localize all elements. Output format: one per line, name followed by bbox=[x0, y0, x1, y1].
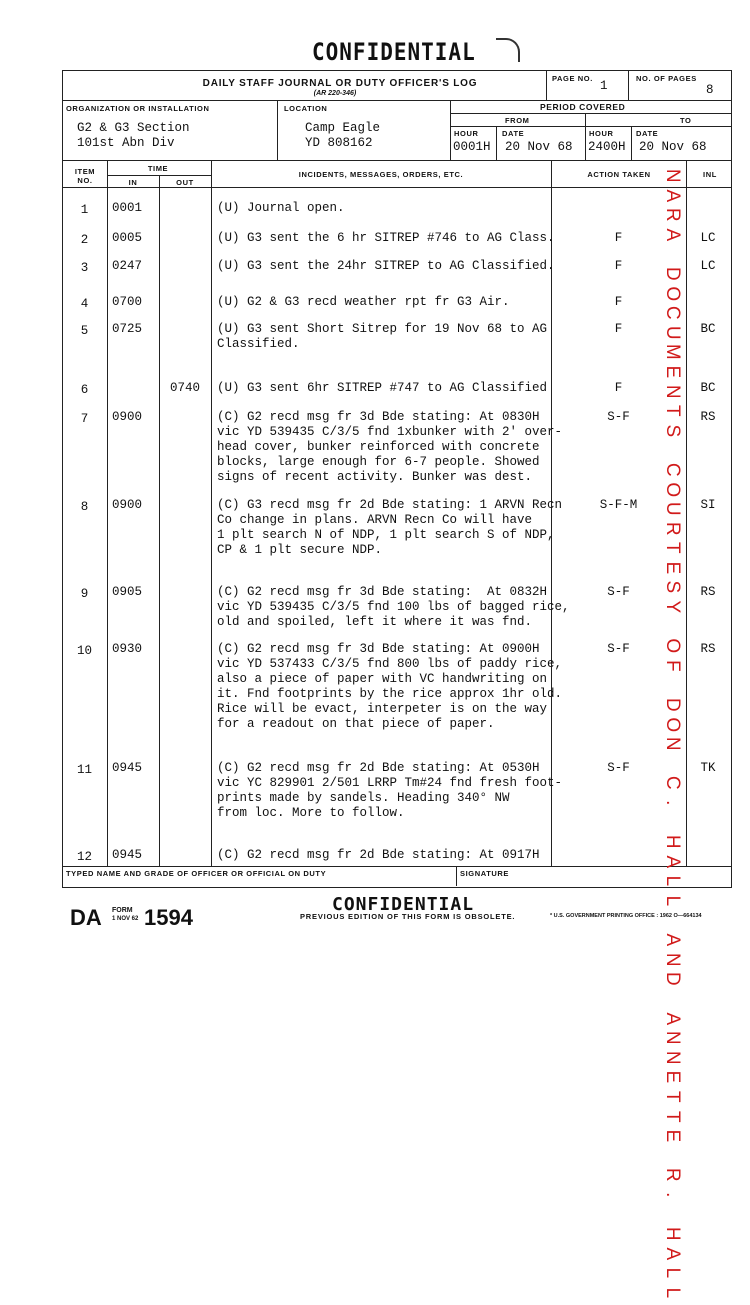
entry-time-in: 0001 bbox=[112, 201, 143, 215]
entry-initials: SI bbox=[700, 498, 716, 512]
watermark-letter: . bbox=[661, 1192, 683, 1198]
previous-edition-note: PREVIOUS EDITION OF THIS FORM IS OBSOLETE. bbox=[300, 912, 516, 921]
entry-initials: BC bbox=[700, 381, 716, 395]
regulation: (AR 220-346) bbox=[313, 90, 357, 97]
from-hour-label: HOUR bbox=[454, 129, 479, 138]
entry-initials: TK bbox=[700, 761, 716, 775]
printing-office: * U.S. GOVERNMENT PRINTING OFFICE : 1962 O—664134 bbox=[550, 913, 702, 919]
col-item: ITEM NO. bbox=[74, 167, 96, 185]
org-line1: G2 & G3 Section bbox=[77, 121, 190, 135]
to-hour: 2400H bbox=[588, 140, 626, 154]
watermark-letter: C bbox=[661, 776, 683, 791]
col-inl: INL bbox=[703, 170, 717, 179]
watermark-letter: D bbox=[661, 697, 683, 712]
entry-item-no: 2 bbox=[80, 233, 89, 247]
watermark-letter: A bbox=[661, 189, 683, 202]
form-number: 1594 bbox=[144, 905, 193, 930]
form-title: DAILY STAFF JOURNAL OR DUTY OFFICER'S LOG bbox=[202, 78, 478, 89]
entry-initials: RS bbox=[700, 410, 716, 424]
entry-action-taken: F bbox=[614, 259, 623, 273]
form-word: FORM bbox=[112, 907, 133, 914]
from-date: 20 Nov 68 bbox=[505, 140, 573, 154]
watermark-letter: A bbox=[661, 228, 683, 241]
watermark-letter: N bbox=[661, 384, 683, 399]
watermark-letter: T bbox=[661, 405, 683, 417]
watermark-letter: H bbox=[661, 835, 683, 849]
location-label: LOCATION bbox=[284, 104, 328, 113]
watermark-letter: N bbox=[661, 737, 683, 751]
from-hour: 0001H bbox=[453, 140, 491, 154]
watermark-letter: C bbox=[661, 306, 683, 320]
entry-text: (C) G2 recd msg fr 3d Bde stating: At 0832H vic YD 539435 C/3/5 fnd 100 lbs of bagged rice, old and spoiled, left it where it was fnd. bbox=[217, 585, 570, 629]
watermark-letter: Y bbox=[661, 600, 683, 614]
entry-initials: RS bbox=[700, 642, 716, 656]
page-no: 1 bbox=[600, 79, 608, 93]
to-date-label: DATE bbox=[636, 129, 659, 138]
watermark-letter: N bbox=[661, 168, 683, 183]
entry-time-in: 0900 bbox=[112, 410, 143, 424]
watermark-letter: L bbox=[661, 875, 683, 887]
col-in: IN bbox=[128, 178, 138, 187]
entry-time-in: 0247 bbox=[112, 259, 143, 273]
entry-item-no: 8 bbox=[80, 500, 89, 514]
watermark-letter: U bbox=[661, 502, 683, 516]
entry-item-no: 4 bbox=[80, 297, 89, 311]
watermark-letter: S bbox=[661, 424, 683, 437]
form-date: 1 NOV 62 bbox=[112, 916, 139, 922]
watermark-letter: A bbox=[661, 933, 683, 947]
entry-text: (U) G3 sent the 24hr SITREP to AG Classified. bbox=[217, 259, 555, 273]
watermark-letter: R bbox=[661, 521, 683, 536]
from-label: FROM bbox=[505, 116, 530, 125]
classification-stamp-top: CONFIDENTIAL bbox=[312, 38, 476, 66]
typed-name-label: TYPED NAME AND GRADE OF OFFICER OR OFFICIAL ON DUTY bbox=[66, 869, 327, 878]
entry-text: (U) G3 sent the 6 hr SITREP #746 to AG Class. bbox=[217, 231, 555, 245]
entry-item-no: 1 bbox=[80, 203, 89, 217]
entry-time-in: 0900 bbox=[112, 498, 143, 512]
entry-text: (U) G3 sent 6hr SITREP #747 to AG Classified bbox=[217, 381, 548, 395]
entry-action-taken: S-F bbox=[607, 585, 630, 599]
entry-text: (C) G2 recd msg fr 2d Bde stating: At 0530H vic YC 829901 2/501 LRRP Tm#24 fnd fresh foot- prints made by sandels. Heading 340° NW from loc. More to follow. bbox=[217, 761, 563, 820]
entry-time-in: 0945 bbox=[112, 761, 143, 775]
entry-text: (U) G3 sent Short Sitrep for 19 Nov 68 to AG Classified. bbox=[217, 322, 548, 351]
entry-item-no: 7 bbox=[80, 412, 89, 426]
form-prefix: DA bbox=[70, 905, 102, 930]
to-label: TO bbox=[680, 116, 692, 125]
entry-text: (C) G2 recd msg fr 3d Bde stating: At 0900H vic YD 537433 C/3/5 fnd 800 lbs of paddy rice, also a piece of paper with VC handwriting on it. Fnd footprints by the rice approx 1hr old. Rice will be evact, interpeter is on the way for a readout on that piece of paper. bbox=[217, 642, 563, 731]
col-out: OUT bbox=[176, 178, 194, 187]
entry-item-no: 3 bbox=[80, 261, 89, 275]
location-line1: Camp Eagle bbox=[305, 121, 381, 135]
watermark-letter: T bbox=[661, 542, 683, 554]
from-date-label: DATE bbox=[502, 129, 525, 138]
watermark-letter: A bbox=[661, 1011, 683, 1025]
watermark-letter: E bbox=[661, 561, 683, 575]
entry-item-no: 10 bbox=[76, 644, 92, 658]
col-action: ACTION TAKEN bbox=[587, 170, 651, 179]
entry-action-taken: F bbox=[614, 231, 623, 245]
entry-text: (U) G2 & G3 recd weather rpt fr G3 Air. bbox=[217, 295, 510, 309]
watermark-letter: C bbox=[661, 462, 683, 477]
watermark-letter: S bbox=[661, 580, 683, 594]
watermark-letter: L bbox=[661, 1287, 683, 1298]
entry-initials: LC bbox=[700, 259, 716, 273]
entry-action-taken: S-F bbox=[607, 761, 630, 775]
entry-action-taken: F bbox=[614, 322, 623, 336]
org-line2: 101st Abn Div bbox=[77, 136, 175, 150]
entry-initials: BC bbox=[700, 322, 716, 336]
no-of-pages: 8 bbox=[706, 83, 714, 97]
period-label: PERIOD COVERED bbox=[540, 102, 626, 112]
watermark-letter: A bbox=[661, 1247, 683, 1260]
watermark-letter: A bbox=[661, 855, 683, 868]
entry-text: (C) G3 recd msg fr 2d Bde stating: 1 ARVN Recn Co change in plans. ARVN Recn Co will have 1 plt search N of NDP, 1 plt search S of NDP, CP & 1 plt secure NDP. bbox=[217, 498, 563, 557]
watermark-letter: F bbox=[661, 659, 683, 672]
entry-item-no: 6 bbox=[80, 383, 89, 397]
to-date: 20 Nov 68 bbox=[639, 140, 707, 154]
watermark-letter: R bbox=[661, 208, 683, 222]
watermark-letter: O bbox=[661, 638, 683, 654]
watermark-letter: M bbox=[661, 344, 683, 361]
watermark-letter: E bbox=[661, 1129, 683, 1143]
col-incidents: INCIDENTS, MESSAGES, ORDERS, ETC. bbox=[298, 170, 464, 179]
page-no-label: PAGE NO. bbox=[552, 74, 593, 83]
entry-action-taken: S-F bbox=[607, 410, 630, 424]
watermark-letter: D bbox=[661, 266, 683, 281]
watermark-letter: N bbox=[661, 1050, 683, 1065]
watermark-letter: U bbox=[661, 325, 683, 340]
entry-action-taken: S-F bbox=[607, 642, 630, 656]
watermark-letter: E bbox=[661, 1070, 683, 1084]
watermark-letter: E bbox=[661, 365, 683, 379]
watermark-letter: T bbox=[661, 1090, 683, 1103]
watermark-letter: O bbox=[661, 481, 683, 497]
watermark-letter: R bbox=[661, 1168, 683, 1182]
entry-time-in: 0930 bbox=[112, 642, 143, 656]
entry-item-no: 11 bbox=[76, 763, 92, 777]
signature-label: SIGNATURE bbox=[460, 869, 510, 878]
watermark-letter: N bbox=[661, 952, 683, 967]
entry-time-in: 0700 bbox=[112, 295, 143, 309]
entry-initials: LC bbox=[700, 231, 716, 245]
no-of-pages-label: NO. OF PAGES bbox=[636, 74, 697, 83]
entry-action-taken: F bbox=[614, 295, 623, 309]
entry-action-taken: F bbox=[614, 381, 623, 395]
pen-mark bbox=[496, 38, 520, 62]
entry-text: (U) Journal open. bbox=[217, 201, 345, 215]
watermark-letter: L bbox=[661, 1267, 683, 1279]
entry-initials: RS bbox=[700, 585, 716, 599]
watermark-letter: H bbox=[661, 1226, 683, 1241]
entry-time-in: 0725 bbox=[112, 322, 143, 336]
watermark-letter: O bbox=[661, 717, 683, 732]
org-label: ORGANIZATION OR INSTALLATION bbox=[66, 104, 210, 113]
entry-item-no: 9 bbox=[80, 587, 89, 601]
entry-time-in: 0945 bbox=[112, 848, 143, 862]
watermark-letter: . bbox=[661, 800, 683, 806]
entry-action-taken: S-F-M bbox=[599, 498, 638, 512]
entry-item-no: 12 bbox=[76, 850, 92, 864]
entry-item-no: 5 bbox=[80, 324, 89, 338]
watermark-letter: T bbox=[661, 1110, 683, 1123]
entry-time-in: 0905 bbox=[112, 585, 143, 599]
col-time: TIME bbox=[147, 164, 169, 173]
entry-text: (C) G2 recd msg fr 2d Bde stating: At 0917H bbox=[217, 848, 540, 862]
entry-time-out: 0740 bbox=[170, 381, 201, 395]
classification-stamp-bottom: CONFIDENTIAL bbox=[332, 894, 475, 915]
watermark-letter: O bbox=[661, 285, 683, 301]
entry-time-in: 0005 bbox=[112, 231, 143, 245]
to-hour-label: HOUR bbox=[589, 129, 614, 138]
location-line2: YD 808162 bbox=[305, 136, 373, 150]
watermark-letter: D bbox=[661, 972, 683, 986]
courtesy-watermark bbox=[660, 166, 684, 1302]
watermark-letter: N bbox=[661, 1031, 683, 1045]
watermark-letter: L bbox=[661, 895, 683, 907]
entry-text: (C) G2 recd msg fr 3d Bde stating: At 0830H vic YD 539435 C/3/5 fnd 1xbunker with 2' over- head cover, bunker reinforced with concrete blocks, large enough for 6-7 people. Showed signs of recent activity. Bunker was dest. bbox=[217, 410, 563, 484]
